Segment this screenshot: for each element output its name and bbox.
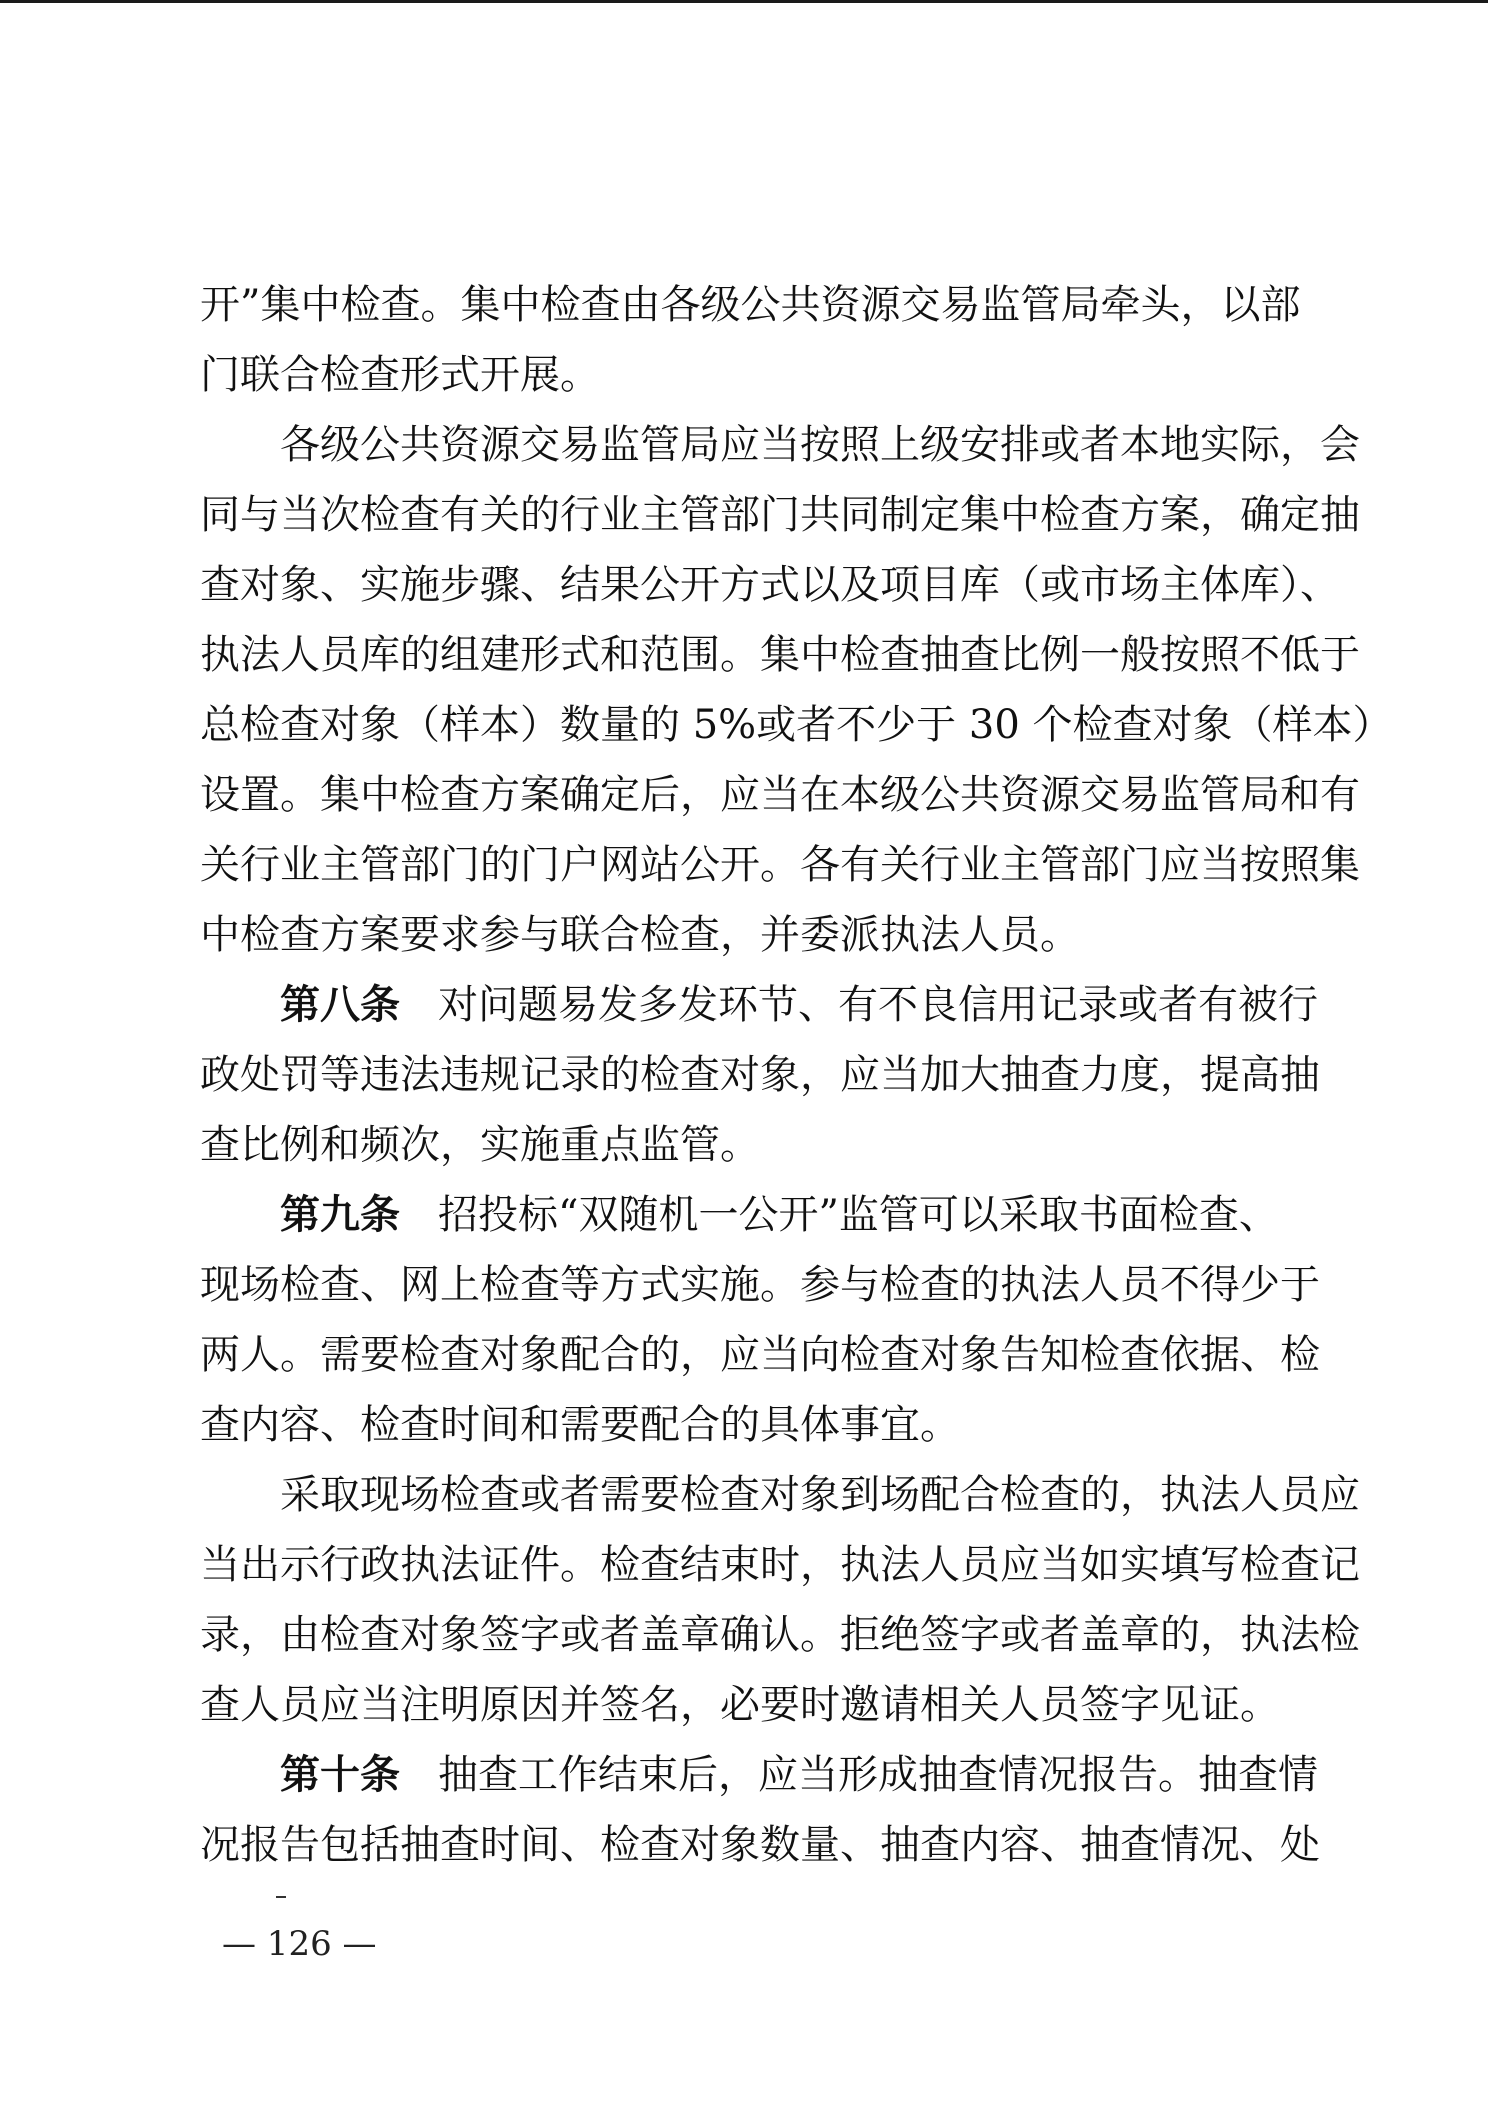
text-line: 设置。集中检查方案确定后，应当在本级公共资源交易监管局和有 <box>200 772 1360 818</box>
text-line: 中检查方案要求参与联合检查，并委派执法人员。 <box>200 912 1080 958</box>
article-9-line <box>200 1180 1315 1250</box>
article-10-line <box>200 1740 1318 1810</box>
text-line: 关行业主管部门的门户网站公开。各有关行业主管部门应当按照集 <box>200 842 1360 888</box>
page-number: — 126 — <box>222 1924 377 1964</box>
text-line: 查对象、实施步骤、结果公开方式以及项目库（或市场主体库）、 <box>200 562 1340 608</box>
paragraph-start: 各级公共资源交易监管局应当按照上级安排或者本地实际，会 <box>280 422 1360 468</box>
paragraph-start: 采取现场检查或者需要检查对象到场配合检查的，执法人员应 <box>280 1472 1360 1518</box>
text-line: 执法人员库的组建形式和范围。集中检查抽查比例一般按照不低于 <box>200 632 1360 678</box>
page-top-border <box>0 0 1488 3</box>
text-line: 查内容、检查时间和需要配合的具体事宜。 <box>200 1402 960 1448</box>
text-line: 门联合检查形式开展。 <box>200 352 600 398</box>
article-10-heading: 第十条 <box>280 1752 400 1798</box>
text-line: 两人。需要检查对象配合的，应当向检查对象告知检查依据、检 <box>200 1332 1320 1378</box>
article-10-text: 抽查工作结束后，应当形成抽查情况报告。抽查情 <box>438 1752 1318 1798</box>
text-line: 查比例和频次，实施重点监管。 <box>200 1122 760 1168</box>
text-line: 录，由检查对象签字或者盖章确认。拒绝签字或者盖章的，执法检 <box>200 1612 1360 1658</box>
article-9-text: 招投标“双随机一公开”监管可以采取书面检查、 <box>438 1192 1279 1238</box>
article-9-heading: 第九条 <box>280 1192 400 1238</box>
footer-mark <box>276 1896 286 1898</box>
text-line: 同与当次检查有关的行业主管部门共同制定集中检查方案，确定抽 <box>200 492 1360 538</box>
article-8-heading: 第八条 <box>280 982 400 1028</box>
text-line: 开”集中检查。集中检查由各级公共资源交易监管局牵头，以部 <box>200 282 1301 328</box>
text-line: 政处罚等违法违规记录的检查对象，应当加大抽查力度，提高抽 <box>200 1052 1320 1098</box>
text-line: 况报告包括抽查时间、检查对象数量、抽查内容、抽查情况、处 <box>200 1822 1320 1868</box>
text-line: 总检查对象（样本）数量的 5%或者不少于 30 个检查对象（样本） <box>200 702 1393 748</box>
text-line: 当出示行政执法证件。检查结束时，执法人员应当如实填写检查记 <box>200 1542 1360 1588</box>
text-line: 查人员应当注明原因并签名，必要时邀请相关人员签字见证。 <box>200 1682 1280 1728</box>
article-8-line <box>200 970 1318 1040</box>
document-body <box>200 270 1393 1880</box>
article-8-text: 对问题易发多发环节、有不良信用记录或者有被行 <box>438 982 1318 1028</box>
text-line: 现场检查、网上检查等方式实施。参与检查的执法人员不得少于 <box>200 1262 1320 1308</box>
